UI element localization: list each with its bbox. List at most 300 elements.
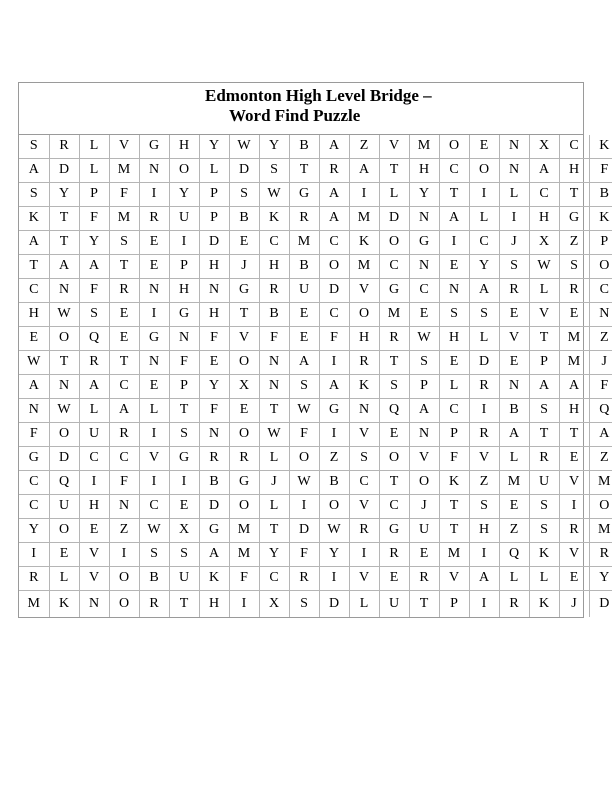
grid-cell: W (319, 518, 349, 542)
grid-cell: K (529, 542, 559, 566)
grid-cell: I (319, 422, 349, 446)
grid-cell: V (229, 326, 259, 350)
grid-cell: A (19, 230, 49, 254)
grid-cell: B (289, 135, 319, 158)
grid-cell: V (349, 278, 379, 302)
grid-cell: S (379, 374, 409, 398)
grid-cell: G (319, 398, 349, 422)
grid-cell: Y (259, 542, 289, 566)
grid-cell: L (469, 206, 499, 230)
grid-cell: F (289, 422, 319, 446)
grid-cell: F (589, 158, 612, 182)
grid-cell: A (589, 422, 612, 446)
grid-cell: C (109, 374, 139, 398)
grid-cell: E (169, 494, 199, 518)
grid-row (19, 302, 612, 326)
grid-cell: V (79, 542, 109, 566)
grid-cell: H (169, 278, 199, 302)
grid-cell: O (319, 494, 349, 518)
grid-cell: C (19, 494, 49, 518)
grid-cell: L (259, 446, 289, 470)
grid-cell: N (349, 398, 379, 422)
grid-cell: U (379, 590, 409, 617)
grid-cell: E (379, 422, 409, 446)
grid-cell: A (319, 206, 349, 230)
grid-cell: L (79, 158, 109, 182)
grid-cell: N (139, 350, 169, 374)
grid-cell: F (199, 398, 229, 422)
grid-cell: I (109, 542, 139, 566)
grid-cell: L (139, 398, 169, 422)
title-line-1: Edmonton High Level Bridge – (205, 86, 432, 105)
grid-cell: H (199, 302, 229, 326)
grid-cell: K (349, 230, 379, 254)
grid-cell: A (409, 398, 439, 422)
grid-cell: U (49, 494, 79, 518)
grid-cell: K (349, 374, 379, 398)
grid-cell: H (469, 518, 499, 542)
grid-cell: H (439, 326, 469, 350)
grid-cell: T (379, 470, 409, 494)
grid-cell: Y (19, 518, 49, 542)
grid-row (19, 254, 612, 278)
grid-cell: L (469, 326, 499, 350)
grid-cell: R (259, 278, 289, 302)
grid-cell: R (199, 446, 229, 470)
grid-cell: I (349, 182, 379, 206)
grid-cell: V (559, 542, 589, 566)
grid-cell: A (529, 374, 559, 398)
grid-cell: S (469, 302, 499, 326)
grid-cell: W (259, 422, 289, 446)
grid-cell: E (439, 350, 469, 374)
grid-cell: T (289, 158, 319, 182)
grid-cell: W (289, 398, 319, 422)
grid-row (19, 566, 612, 590)
grid-cell: R (379, 326, 409, 350)
grid-cell: P (199, 206, 229, 230)
grid-cell: L (379, 182, 409, 206)
grid-cell: W (19, 350, 49, 374)
grid-cell: A (79, 374, 109, 398)
grid-cell: S (289, 374, 319, 398)
grid-cell: E (499, 494, 529, 518)
grid-cell: H (259, 254, 289, 278)
grid-cell: H (199, 590, 229, 617)
grid-cell: R (529, 446, 559, 470)
grid-cell: K (259, 206, 289, 230)
grid-row (19, 278, 612, 302)
grid-cell: R (109, 278, 139, 302)
grid-cell: G (409, 230, 439, 254)
grid-cell: Q (79, 326, 109, 350)
grid-cell: I (139, 302, 169, 326)
grid-cell: V (409, 446, 439, 470)
grid-cell: O (469, 158, 499, 182)
grid-cell: L (79, 135, 109, 158)
grid-cell: D (469, 350, 499, 374)
grid-cell: M (229, 518, 259, 542)
grid-cell: E (199, 350, 229, 374)
grid-cell: G (379, 518, 409, 542)
grid-cell: S (229, 182, 259, 206)
grid-cell: L (529, 278, 559, 302)
word-find-sheet (18, 82, 611, 618)
grid-cell: N (259, 374, 289, 398)
grid-cell: C (259, 230, 289, 254)
grid-cell: R (559, 518, 589, 542)
grid-cell: O (289, 446, 319, 470)
grid-cell: O (49, 518, 79, 542)
grid-cell: S (559, 254, 589, 278)
grid-cell: I (439, 230, 469, 254)
grid-cell: E (19, 326, 49, 350)
grid-cell: F (79, 206, 109, 230)
grid-cell: M (559, 350, 589, 374)
grid-cell: R (469, 374, 499, 398)
grid-cell: B (229, 206, 259, 230)
grid-cell: B (499, 398, 529, 422)
grid-cell: F (79, 278, 109, 302)
grid-cell: A (529, 158, 559, 182)
grid-cell: J (409, 494, 439, 518)
grid-cell: C (19, 278, 49, 302)
grid-cell: E (49, 542, 79, 566)
grid-cell: H (529, 206, 559, 230)
grid-cell: C (19, 470, 49, 494)
grid-cell: A (469, 566, 499, 590)
grid-cell: T (439, 518, 469, 542)
grid-cell: W (259, 182, 289, 206)
grid-cell: D (319, 590, 349, 617)
grid-cell: S (79, 302, 109, 326)
grid-cell: O (409, 470, 439, 494)
grid-cell: Z (499, 518, 529, 542)
grid-cell: P (169, 254, 199, 278)
grid-cell: I (469, 590, 499, 617)
grid-cell: N (499, 374, 529, 398)
grid-cell: L (259, 494, 289, 518)
grid-cell: Y (199, 374, 229, 398)
grid-row (19, 470, 612, 494)
grid-cell: F (199, 326, 229, 350)
grid-cell: M (289, 230, 319, 254)
grid-cell: B (319, 470, 349, 494)
grid-cell: C (109, 446, 139, 470)
grid-cell: N (199, 422, 229, 446)
grid-cell: D (49, 446, 79, 470)
grid-cell: W (289, 470, 319, 494)
grid-cell: Z (559, 230, 589, 254)
letter-grid (19, 135, 612, 617)
grid-cell: R (499, 590, 529, 617)
grid-cell: V (499, 326, 529, 350)
grid-cell: N (499, 158, 529, 182)
grid-cell: A (19, 374, 49, 398)
grid-cell: N (139, 158, 169, 182)
grid-cell: E (139, 230, 169, 254)
grid-cell: S (529, 494, 559, 518)
grid-row (19, 542, 612, 566)
grid-cell: L (439, 374, 469, 398)
grid-cell: N (439, 278, 469, 302)
grid-cell: V (439, 566, 469, 590)
grid-cell: F (589, 374, 612, 398)
grid-cell: S (259, 158, 289, 182)
grid-cell: G (289, 182, 319, 206)
grid-cell: G (139, 326, 169, 350)
grid-cell: P (529, 350, 559, 374)
grid-cell: I (289, 494, 319, 518)
grid-cell: W (529, 254, 559, 278)
grid-cell: C (589, 278, 612, 302)
grid-cell: P (409, 374, 439, 398)
grid-cell: T (49, 230, 79, 254)
grid-cell: V (559, 470, 589, 494)
grid-cell: B (259, 302, 289, 326)
grid-cell: G (199, 518, 229, 542)
grid-cell: S (349, 446, 379, 470)
grid-cell: K (439, 470, 469, 494)
grid-cell: F (229, 566, 259, 590)
grid-cell: T (109, 254, 139, 278)
grid-row (19, 398, 612, 422)
grid-cell: F (319, 326, 349, 350)
grid-cell: R (469, 422, 499, 446)
grid-cell: F (169, 350, 199, 374)
grid-cell: S (439, 302, 469, 326)
grid-cell: G (379, 278, 409, 302)
grid-cell: O (109, 590, 139, 617)
grid-cell: I (319, 350, 349, 374)
grid-cell: I (319, 566, 349, 590)
grid-cell: Z (349, 135, 379, 158)
grid-row (19, 135, 612, 158)
grid-cell: I (469, 182, 499, 206)
grid-cell: E (229, 230, 259, 254)
grid-cell: O (229, 350, 259, 374)
grid-cell: L (79, 398, 109, 422)
grid-cell: N (409, 206, 439, 230)
grid-cell: T (169, 590, 199, 617)
grid-cell: T (439, 494, 469, 518)
grid-cell: E (499, 350, 529, 374)
grid-cell: R (19, 566, 49, 590)
grid-cell: J (259, 470, 289, 494)
grid-cell: Z (589, 326, 612, 350)
grid-cell: P (439, 422, 469, 446)
grid-cell: R (379, 542, 409, 566)
grid-cell: H (349, 326, 379, 350)
grid-cell: H (409, 158, 439, 182)
grid-cell: U (79, 422, 109, 446)
grid-cell: V (79, 566, 109, 590)
grid-cell: I (169, 230, 199, 254)
grid-cell: Y (79, 230, 109, 254)
grid-cell: H (79, 494, 109, 518)
grid-cell: S (409, 350, 439, 374)
grid-cell: R (109, 422, 139, 446)
grid-cell: A (319, 374, 349, 398)
grid-cell: K (589, 135, 612, 158)
grid-cell: Y (589, 566, 612, 590)
grid-cell: Y (319, 542, 349, 566)
grid-cell: A (349, 158, 379, 182)
grid-cell: R (229, 446, 259, 470)
grid-cell: X (529, 135, 559, 158)
puzzle-title (19, 83, 583, 135)
grid-cell: P (439, 590, 469, 617)
grid-cell: E (109, 326, 139, 350)
grid-cell: K (19, 206, 49, 230)
grid-cell: Q (499, 542, 529, 566)
grid-cell: R (289, 566, 319, 590)
grid-cell: T (19, 254, 49, 278)
grid-cell: O (379, 230, 409, 254)
grid-cell: A (49, 254, 79, 278)
grid-cell: D (319, 278, 349, 302)
grid-cell: T (169, 398, 199, 422)
grid-cell: I (139, 182, 169, 206)
grid-cell: C (349, 470, 379, 494)
grid-cell: R (349, 518, 379, 542)
grid-cell: M (439, 542, 469, 566)
grid-cell: E (109, 302, 139, 326)
grid-cell: I (469, 398, 499, 422)
grid-row (19, 590, 612, 617)
grid-cell: H (559, 158, 589, 182)
grid-cell: V (379, 135, 409, 158)
grid-cell: C (439, 158, 469, 182)
grid-cell: C (529, 182, 559, 206)
grid-row (19, 422, 612, 446)
grid-cell: B (139, 566, 169, 590)
grid-cell: S (109, 230, 139, 254)
grid-cell: C (319, 302, 349, 326)
grid-cell: P (589, 230, 612, 254)
grid-cell: C (469, 230, 499, 254)
grid-cell: H (559, 398, 589, 422)
grid-cell: Q (49, 470, 79, 494)
grid-cell: T (379, 350, 409, 374)
grid-cell: M (109, 158, 139, 182)
grid-cell: E (469, 135, 499, 158)
grid-cell: T (229, 302, 259, 326)
grid-cell: W (409, 326, 439, 350)
grid-cell: R (409, 566, 439, 590)
grid-cell: T (529, 422, 559, 446)
grid-cell: M (589, 470, 612, 494)
grid-cell: T (379, 158, 409, 182)
grid-cell: A (469, 278, 499, 302)
grid-cell: O (349, 302, 379, 326)
grid-cell: G (139, 135, 169, 158)
grid-cell: O (169, 158, 199, 182)
grid-cell: B (589, 182, 612, 206)
grid-row (19, 182, 612, 206)
grid-cell: A (79, 254, 109, 278)
grid-cell: N (49, 278, 79, 302)
grid-cell: H (19, 302, 49, 326)
grid-cell: N (109, 494, 139, 518)
grid-cell: M (499, 470, 529, 494)
grid-cell: S (469, 494, 499, 518)
grid-cell: L (199, 158, 229, 182)
grid-cell: C (439, 398, 469, 422)
grid-cell: Y (409, 182, 439, 206)
grid-cell: C (379, 494, 409, 518)
grid-cell: C (79, 446, 109, 470)
grid-cell: U (169, 566, 199, 590)
grid-cell: V (469, 446, 499, 470)
title-line-2: Word Find Puzzle (229, 106, 361, 125)
grid-cell: L (499, 566, 529, 590)
grid-cell: K (529, 590, 559, 617)
grid-cell: G (229, 278, 259, 302)
grid-cell: R (589, 542, 612, 566)
grid-cell: J (499, 230, 529, 254)
grid-cell: V (529, 302, 559, 326)
grid-cell: M (349, 254, 379, 278)
grid-cell: S (169, 542, 199, 566)
grid-cell: V (109, 135, 139, 158)
grid-cell: I (559, 494, 589, 518)
grid-cell: M (559, 326, 589, 350)
grid-cell: I (139, 422, 169, 446)
grid-cell: A (289, 350, 319, 374)
grid-cell: O (379, 446, 409, 470)
grid-cell: I (469, 542, 499, 566)
grid-cell: G (229, 470, 259, 494)
grid-cell: S (19, 182, 49, 206)
grid-cell: N (499, 135, 529, 158)
grid-row (19, 158, 612, 182)
grid-cell: X (169, 518, 199, 542)
grid-cell: T (559, 422, 589, 446)
grid-row (19, 230, 612, 254)
grid-cell: T (259, 518, 289, 542)
grid-cell: A (499, 422, 529, 446)
grid-cell: U (289, 278, 319, 302)
grid-cell: I (19, 542, 49, 566)
grid-cell: I (229, 590, 259, 617)
grid-cell: R (49, 135, 79, 158)
grid-cell: Y (49, 182, 79, 206)
grid-cell: N (259, 350, 289, 374)
grid-cell: A (559, 374, 589, 398)
grid-cell: T (259, 398, 289, 422)
grid-cell: Z (589, 446, 612, 470)
grid-cell: N (409, 254, 439, 278)
grid-cell: E (439, 254, 469, 278)
grid-cell: X (529, 230, 559, 254)
grid-row (19, 374, 612, 398)
grid-cell: V (349, 494, 379, 518)
grid-cell: R (79, 350, 109, 374)
grid-cell: Z (469, 470, 499, 494)
grid-cell: W (139, 518, 169, 542)
grid-cell: L (499, 446, 529, 470)
grid-cell: D (379, 206, 409, 230)
grid-cell: I (139, 470, 169, 494)
grid-cell: Z (109, 518, 139, 542)
grid-cell: R (319, 158, 349, 182)
grid-cell: P (199, 182, 229, 206)
grid-cell: A (199, 542, 229, 566)
grid-cell: V (349, 422, 379, 446)
grid-cell: O (589, 494, 612, 518)
grid-cell: L (499, 182, 529, 206)
